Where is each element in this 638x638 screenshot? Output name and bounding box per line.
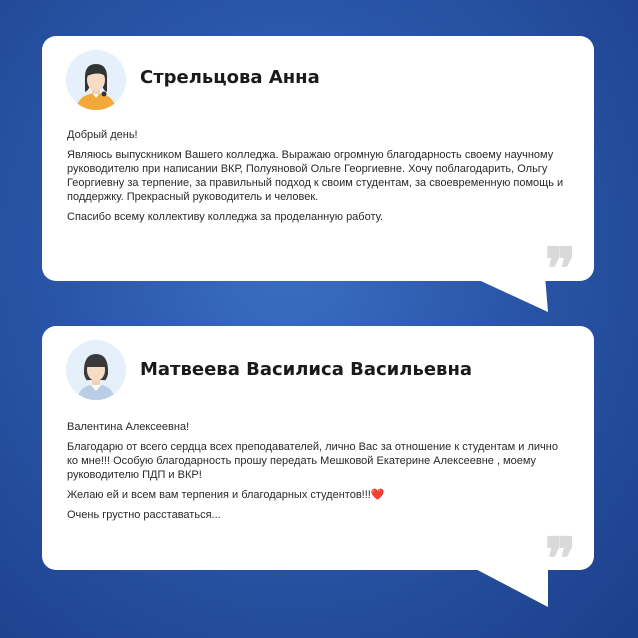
reviewer-name: Стрельцова Анна	[140, 67, 320, 88]
quote-mark-icon: ❞	[544, 235, 576, 303]
review-paragraph: Являюсь выпускником Вашего колледжа. Выражаю огромную благодарность своему научному руководителю при написании ВКР, Полуяновой Ольге Георгиевне. Хочу поблагодарить, Ольгу Георгиевну за терпение, за правильный подход к своим студентам, за своевременную помощь и поддержку. Прекрасный руководитель и человек.	[67, 149, 564, 203]
card-1-tail	[470, 276, 548, 312]
review-text	[67, 128, 572, 230]
review-paragraph: Очень грустно расставаться...	[67, 509, 221, 521]
review-card	[42, 326, 594, 593]
review-paragraph: Благодарю от всего сердца всех преподавателей, лично Вас за отношение к студентам и лично ко мне!!! Особую благодарность прошу передать Мешковой Екатерине Алексеевне , моему руководителю ПДП и ВКР!	[67, 441, 558, 481]
reviewer-name: Матвеева Василиса Васильевна	[140, 359, 473, 380]
review-card	[42, 36, 594, 303]
review-paragraph: Добрый день!	[67, 129, 138, 141]
woman-avatar-icon	[66, 340, 126, 400]
review-paragraph: Валентина Алексеевна!	[67, 421, 190, 433]
quote-mark-icon: ❞	[544, 525, 576, 593]
review-text	[67, 420, 572, 528]
review-paragraph: Спасибо всему коллективу колледжа за проделанную работу.	[67, 211, 384, 223]
review-paragraph: Желаю ей и всем вам терпения и благодарных студентов!!!❤️	[67, 489, 385, 501]
woman-avatar-icon	[66, 50, 126, 110]
card-2-tail	[468, 565, 548, 607]
